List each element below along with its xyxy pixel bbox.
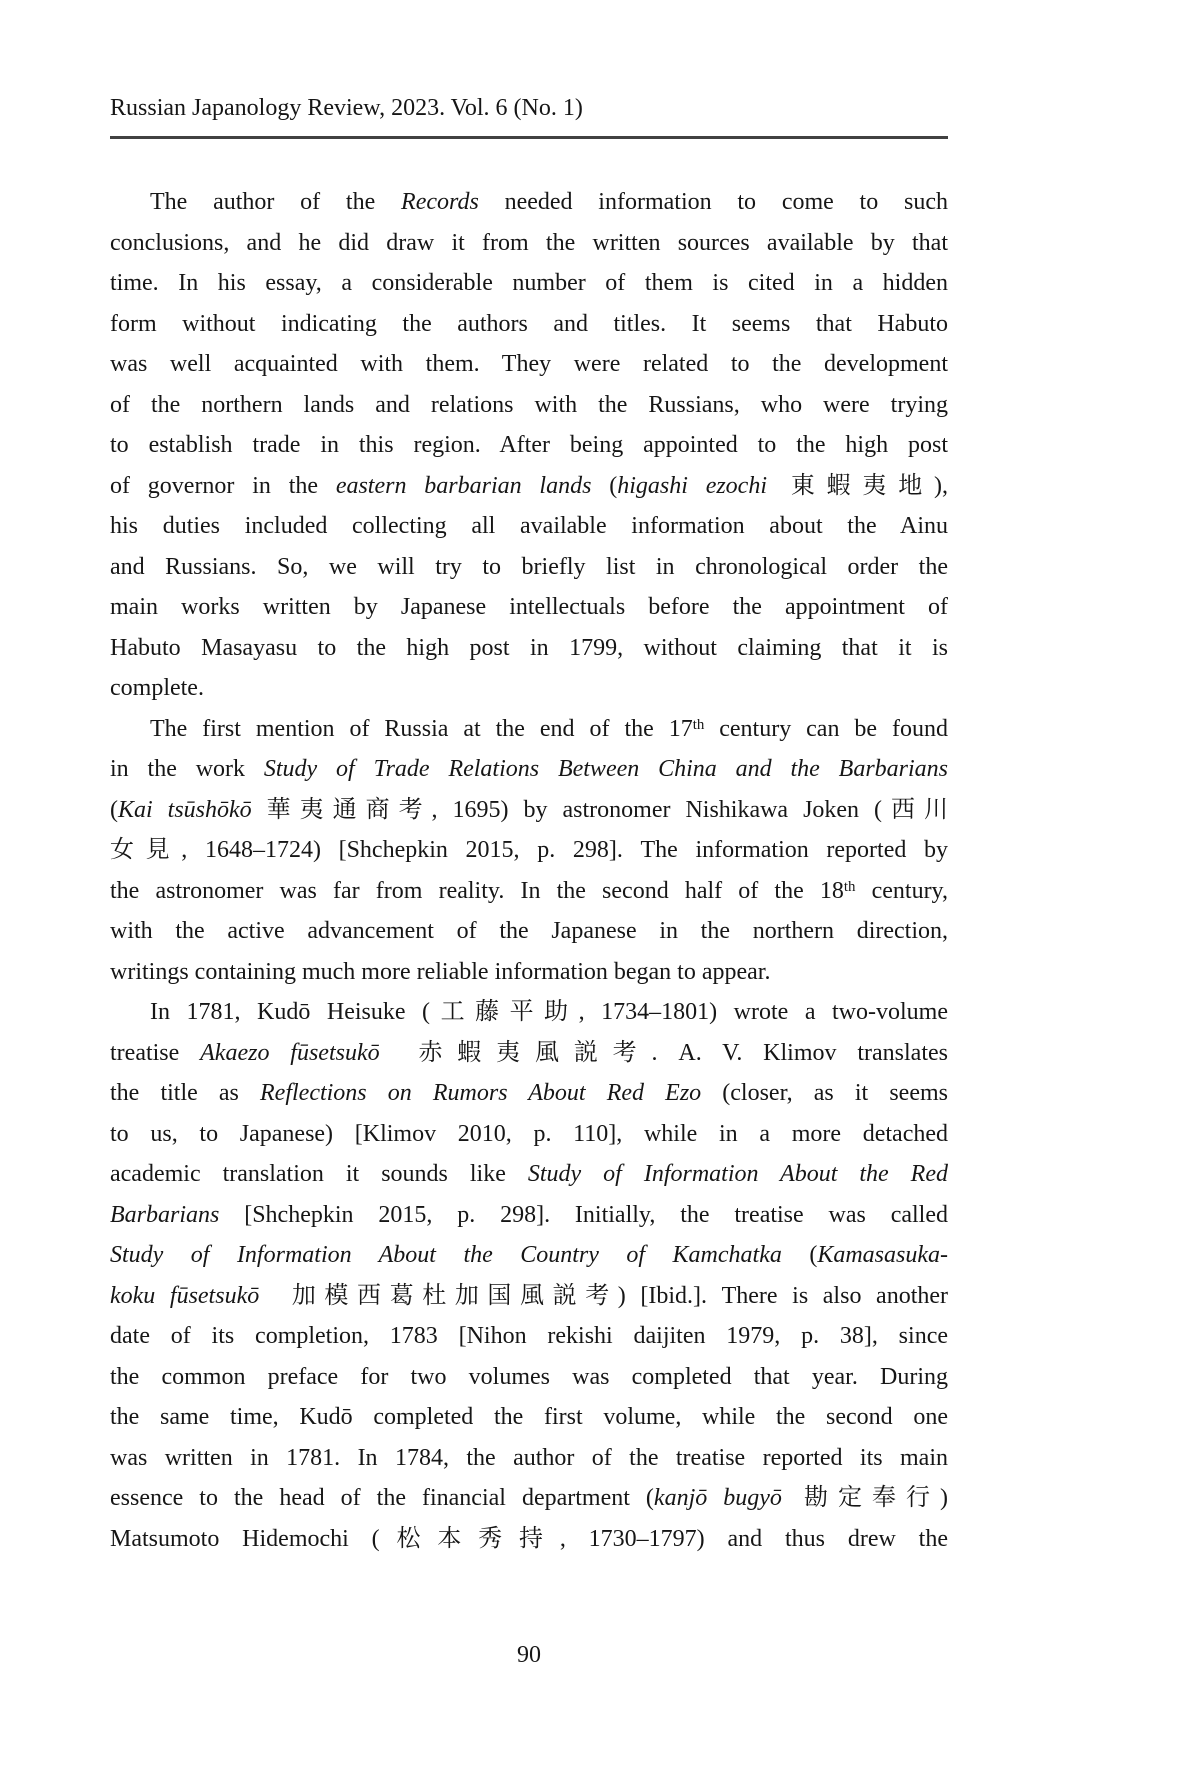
text-line: was written in 1781. In 1784, the author of the treatise reported its main	[110, 1444, 948, 1471]
running-head	[110, 94, 948, 139]
page-footer	[110, 1642, 948, 1669]
journal-title: Russian Japanology Review, 2023. Vol. 6 (No. 1)	[110, 95, 583, 121]
text-line: form without indicating the authors and titles. It seems that Habuto	[110, 310, 948, 337]
text-line: to establish trade in this region. After being appointed to the high post	[110, 432, 948, 458]
text-line: and Russians. So, we will try to briefly list in chronological order the	[110, 553, 948, 580]
text-line: the common preface for two volumes was completed that year. During	[110, 1363, 948, 1390]
text-line: main works written by Japanese intellectuals before the appointment of	[110, 594, 948, 620]
text-line: The first mention of Russia at the end of the 17th century can be found	[150, 715, 948, 742]
text-line: koku fūsetsukō 加模西葛杜加国風説考) [Ibid.]. There is also another	[110, 1282, 948, 1309]
text-line: date of its completion, 1783 [Nihon rekishi daijiten 1979, p. 38], since	[110, 1323, 948, 1349]
text-line: complete.	[110, 675, 204, 701]
text-line: of the northern lands and relations with the Russians, who were trying	[110, 391, 948, 418]
text-line: (Kai tsūshōkō 華夷通商考, 1695) by astronomer Nishikawa Joken (西川	[110, 796, 948, 823]
text-line: of governor in the eastern barbarian lands (higashi ezochi 東蝦夷地),	[110, 472, 948, 499]
text-line: time. In his essay, a considerable number of them is cited in a hidden	[110, 270, 948, 296]
text-line: the same time, Kudō completed the first volume, while the second one	[110, 1404, 948, 1430]
paragraph	[110, 992, 948, 1559]
paragraph	[110, 182, 948, 709]
text-line: the title as Reflections on Rumors About Red Ezo (closer, as it seems	[110, 1080, 948, 1106]
text-line: Matsumoto Hidemochi (松本秀持, 1730–1797) and thus drew the	[110, 1525, 948, 1552]
text-line: with the active advancement of the Japanese in the northern direction,	[110, 918, 948, 944]
paragraph	[110, 709, 948, 993]
text-line: was well acquainted with them. They were related to the development	[110, 351, 948, 377]
text-line: Study of Information About the Country of Kamchatka (Kamasasuka-	[110, 1242, 948, 1268]
page-body	[110, 182, 948, 1559]
text-line: the astronomer was far from reality. In the second half of the 18th century,	[110, 877, 948, 904]
text-line: Habuto Masayasu to the high post in 1799, without claiming that it is	[110, 634, 948, 661]
text-line: 女見, 1648–1724) [Shchepkin 2015, p. 298]. The information reported by	[110, 837, 948, 863]
text-line: The author of the Records needed information to come to such	[150, 189, 948, 215]
text-line: In 1781, Kudō Heisuke (工藤平助, 1734–1801) wrote a two-volume	[150, 999, 948, 1025]
text-line: his duties included collecting all available information about the Ainu	[110, 513, 948, 539]
text-line: Barbarians [Shchepkin 2015, p. 298]. Initially, the treatise was called	[110, 1201, 948, 1228]
page-number: 90	[517, 1642, 541, 1668]
text-line: writings containing much more reliable information began to appear.	[110, 958, 771, 985]
text-line: conclusions, and he did draw it from the written sources available by that	[110, 229, 948, 256]
text-line: treatise Akaezo fūsetsukō 赤蝦夷風説考. A. V. Klimov translates	[110, 1039, 948, 1066]
text-line: essence to the head of the financial department (kanjō bugyō 勘定奉行)	[110, 1485, 948, 1511]
text-line: in the work Study of Trade Relations Between China and the Barbarians	[110, 756, 948, 782]
text-line: academic translation it sounds like Study of Information About the Red	[110, 1161, 948, 1187]
text-line: to us, to Japanese) [Klimov 2010, p. 110], while in a more detached	[110, 1120, 948, 1147]
